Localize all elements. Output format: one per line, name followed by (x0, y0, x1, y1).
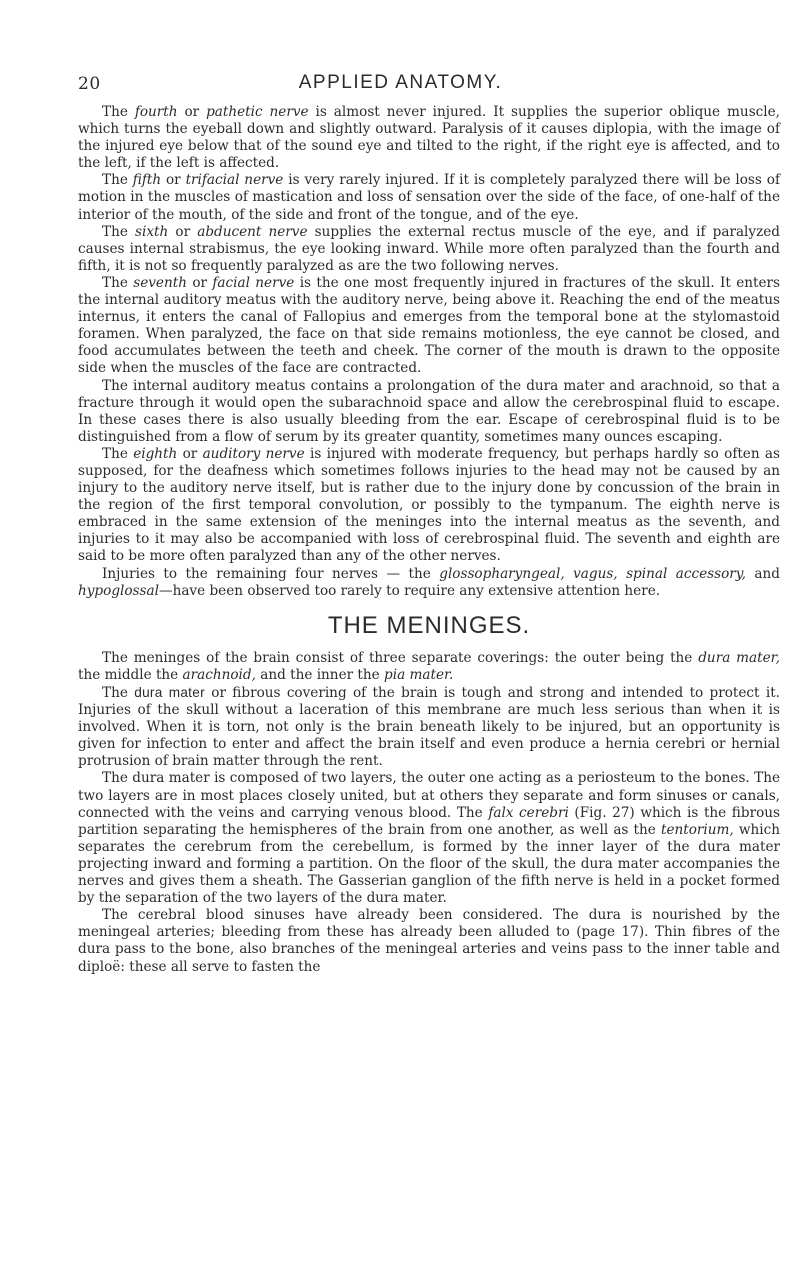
text-run: or (177, 104, 207, 120)
text-run: The meninges of the brain consist of three separate coverings: the outer being the (102, 649, 699, 666)
italic-term: pia mater. (384, 666, 454, 683)
italic-term: facial nerve (212, 274, 295, 291)
text-run: or fibrous covering of the brain is tough and strong and intended to protect it. Injuries of the skull without a laceration of this membrane are much less serious than when it is involved. When it is torn, not only is the brain beneath likely to be injured, but an opportunity is given for infection to enter and affect the brain itself and even produce a hernia cerebri or hernial protrusion of brain matter through the rent. (78, 685, 780, 770)
section-title: THE MENINGES. (327, 611, 531, 639)
paragraph (78, 650, 780, 684)
text-run: or (168, 223, 198, 240)
running-title: APPLIED ANATOMY. (298, 72, 503, 93)
italic-term: fifth (132, 172, 162, 189)
text-run: The (102, 445, 134, 462)
text-run: The cerebral blood sinuses have already been considered. The dura is nourished by the meningeal arteries; bleeding from these has already been alluded to (page 17). Thin fibres of the dura pass to the bone, also branches of the meningeal arteries and veins pass to the inner table and diploë: these all serve to fasten the (78, 907, 780, 975)
paragraphs-after-section (78, 650, 780, 976)
italic-term: pathetic nerve (206, 104, 309, 120)
text-run: The (102, 104, 135, 120)
text-run: (Fig. 27) which is the fibrous partition separating the hemispheres of the brain from one another, as well as the (78, 804, 780, 838)
paragraph (78, 566, 780, 600)
text-run: which separates the cerebrum from the cerebellum, is formed by the inner layer of the dura mater projecting inward and forming a partition. On the floor of the skull, the dura mater accompanies the nerves and gives them a sheath. The Gasserian ganglion of the fifth nerve is held in a pocket formed by the separation of the two layers of the dura mater. (78, 821, 780, 907)
paragraph (78, 275, 780, 378)
text-run: The (102, 274, 134, 291)
text-run: supplies the external rectus muscle of the eye, and if paralyzed causes internal strabismus, the eye looking inward. While more often paralyzed than the fourth and fifth, it is not so frequently paralyzed as are the two following nerves. (78, 223, 780, 274)
text-run: The dura mater is composed of two layers, the outer one acting as a periosteum to the bones. The two layers are in most places closely united, but at others they separate and form sinuses or canals, connected with the veins and carrying venous blood. The (78, 770, 780, 821)
text-run: is injured with moderate frequency, but perhaps hardly so often as supposed, for the deafness which sometimes follows injuries to the head may not be caused by an injury to the auditory nerve itself, but is rather due to the injury done by concussion of the brain in the region of the first temporal convolution, or possibly to the tympanum. The eighth nerve is embraced in the same extension of the meninges into the internal meatus as the seventh, and injuries to it may also be accompanied with loss of cerebrospinal fluid. The seventh and eighth are said to be more often paralyzed than any of the other nerves. (78, 445, 781, 565)
text-run: —have been observed too rarely to require any extensive attention here. (158, 582, 661, 599)
paragraphs-before-section (78, 104, 780, 600)
italic-term: dura mater, (698, 649, 780, 666)
italic-term: abducent nerve (197, 223, 308, 240)
italic-term: glossopharyngeal, vagus, spinal accessory, (439, 565, 746, 582)
text-run: is almost never injured. It supplies the superior oblique muscle, which turns the eyeball down and slightly outward. Paralysis of it causes diplopia, with the image of the injured eye below that of the sound eye and tilted to the right, if the right eye is affected, and to the left, if the left is affected. (78, 104, 780, 172)
paragraph (78, 104, 780, 172)
italic-term: sixth (135, 223, 169, 240)
body-text (78, 104, 780, 976)
text-run: or (177, 445, 203, 462)
text-run: The internal auditory meatus contains a prolongation of the dura mater and arachnoid, so that a fracture through it would open the subarachnoid space and allow the cerebrospinal fluid to escape. In these cases there is also usually bleeding from the ear. Escape of cerebrospinal fluid is to be distinguished from a flow of serum by its greater quantity, sometimes many ounces escaping. (78, 377, 780, 445)
text-run: The (102, 223, 136, 240)
italic-term: falx cerebri (488, 804, 569, 821)
text-run: The (102, 685, 135, 701)
paragraph (78, 684, 780, 770)
italic-term: seventh (133, 274, 187, 291)
paragraph (78, 224, 780, 275)
text-run: is very rarely injured. If it is completely paralyzed there will be loss of motion in the muscles of mastication and loss of sensation over the side of the face, of one-half of the interior of the mouth, of the side and front of the tongue, and of the eye. (78, 172, 780, 223)
paragraph (78, 378, 780, 446)
text-run: is the one most frequently injured in fractures of the skull. It enters the internal auditory meatus with the auditory nerve, being above it. Reaching the end of the meatus internus, it enters the canal of Fallopius and emerges from the temporal bone at the stylomastoid foramen. When paralyzed, the face on that side remains motionless, the eye cannot be closed, and food accumulates between the teeth and cheek. The corner of the mouth is drawn to the opposite side when the muscles of the face are contracted. (78, 274, 780, 377)
text-run: or (161, 172, 186, 189)
italic-term: auditory nerve (202, 445, 305, 462)
text-run: The (102, 172, 133, 189)
page-number: 20 (78, 74, 101, 94)
text-run: and the inner the (255, 666, 385, 683)
italic-term: eighth (133, 445, 178, 462)
paragraph (78, 446, 780, 566)
text-run: and (745, 565, 780, 582)
text-run: or (186, 274, 213, 291)
paragraph (78, 172, 780, 223)
italic-term: hypoglossal (78, 582, 159, 599)
italic-term: tentorium, (660, 821, 734, 838)
text-run: the middle the (78, 666, 183, 683)
lead-term: dura mater (134, 685, 205, 700)
text-run: Injuries to the remaining four nerves — the (102, 565, 440, 582)
italic-term: trifacial nerve (185, 172, 284, 189)
italic-term: fourth (134, 104, 178, 120)
paragraph (78, 907, 780, 975)
paragraph (78, 770, 780, 907)
italic-term: arachnoid, (182, 666, 256, 683)
